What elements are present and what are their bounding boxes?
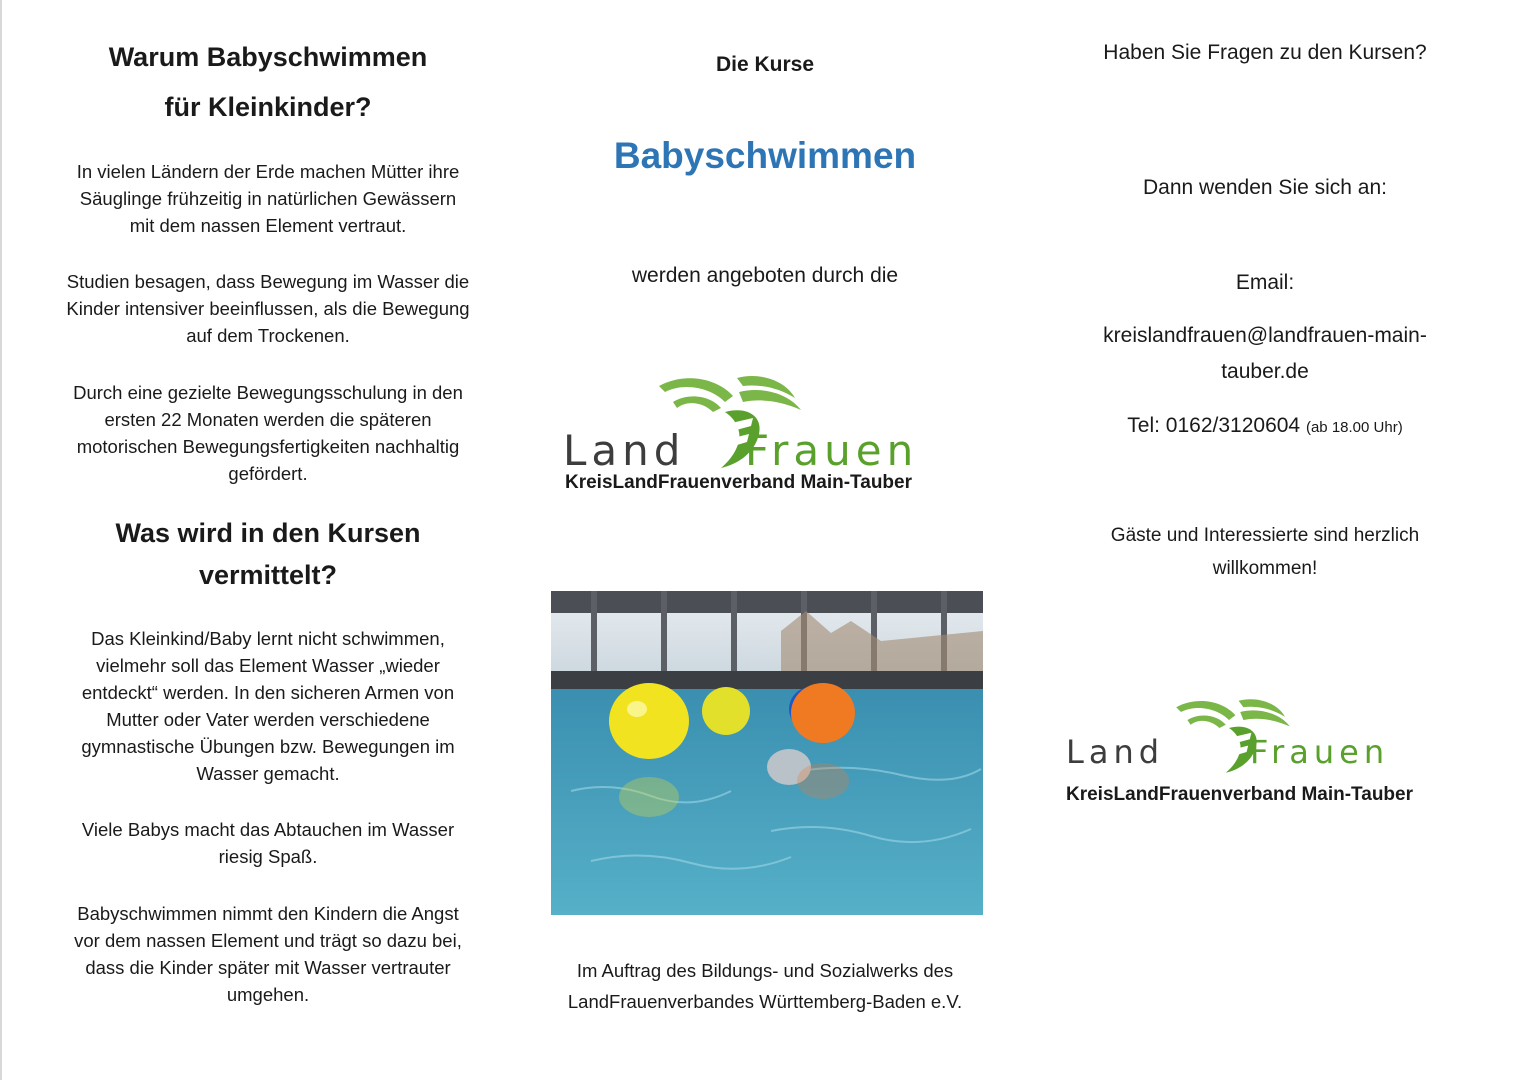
pool-balloons-photo <box>551 591 983 915</box>
paragraph-line: ersten 22 Monaten werden die späteren <box>104 409 432 430</box>
logo-word-land: Land <box>1066 733 1165 771</box>
email-line1: kreislandfrauen@landfrauen-main- <box>1103 324 1427 347</box>
phone-line <box>1050 410 1480 444</box>
paragraph-line: Kinder intensiver beeinflussen, als die Bewegung <box>66 298 470 319</box>
footer-line2: LandFrauenverbandes Württemberg-Baden e.V. <box>567 991 963 1012</box>
paragraph-element-water <box>40 625 496 787</box>
paragraph-countries <box>40 158 496 239</box>
welcome-line2: willkommen! <box>1212 558 1318 579</box>
landfrauen-logo-right <box>1066 696 1466 811</box>
heading-why <box>40 32 496 132</box>
heading-what-line2: vermittelt? <box>198 560 338 590</box>
heading-what-line1: Was wird in den Kursen <box>115 518 421 548</box>
paragraph-line: umgehen. <box>226 984 310 1005</box>
offered-by-text: werden angeboten durch die <box>631 264 899 287</box>
paragraph-line: gymnastische Übungen bzw. Bewegungen im <box>81 736 455 757</box>
paragraph-line: Studien besagen, dass Bewegung im Wasser die <box>66 271 470 292</box>
phone-number: Tel: 0162/3120604 <box>1127 414 1301 437</box>
paragraph-studies <box>40 268 496 349</box>
paragraph-training <box>40 379 496 487</box>
phone-hours-note: (ab 18.00 Uhr) <box>1305 419 1403 436</box>
paragraph-line: In vielen Ländern der Erde machen Mütter ihre <box>76 161 460 182</box>
paragraph-line: vor dem nassen Element und trägt so dazu bei, <box>74 930 462 951</box>
paragraph-line: vielmehr soll das Element Wasser „wieder <box>96 655 440 676</box>
paragraph-line: Babyschwimmen nimmt den Kindern die Angst <box>77 903 459 924</box>
question-heading: Haben Sie Fragen zu den Kursen? <box>1103 41 1427 64</box>
paragraph-diving <box>40 816 496 870</box>
email-line2: tauber.de <box>1221 360 1309 383</box>
heading-why-line1: Warum Babyschwimmen <box>108 42 428 72</box>
paragraph-line: Viele Babys macht das Abtauchen im Wasser <box>81 819 455 840</box>
email-label: Email: <box>1235 271 1295 294</box>
contact-intro: Dann wenden Sie sich an: <box>1143 176 1387 199</box>
paragraph-fear <box>40 900 496 1008</box>
paragraph-line: auf dem Trockenen. <box>186 325 350 346</box>
paragraph-line: motorischen Bewegungsfertigkeiten nachhaltig <box>76 436 460 457</box>
page-edge-divider <box>0 0 2 1080</box>
logo-word-frauen: Frauen <box>1250 733 1390 771</box>
footer-line1: Im Auftrag des Bildungs- und Sozialwerks des <box>576 960 954 981</box>
paragraph-line: Das Kleinkind/Baby lernt nicht schwimmen, <box>91 628 445 649</box>
paragraph-line: gefördert. <box>228 463 308 484</box>
logo-word-land: Land <box>563 426 686 475</box>
welcome-text <box>1050 519 1480 585</box>
paragraph-line: Durch eine gezielte Bewegungsschulung in den <box>73 382 463 403</box>
kicker-label: Die Kurse <box>715 53 815 76</box>
logo-tagline: KreisLandFrauenverband Main-Tauber <box>565 472 912 493</box>
paragraph-line: riesig Spaß. <box>218 846 318 867</box>
paragraph-line: Wasser gemacht. <box>196 763 340 784</box>
paragraph-line: dass die Kinder später mit Wasser vertrauter <box>85 957 451 978</box>
landfrauen-logo <box>563 372 943 497</box>
paragraph-line: mit dem nassen Element vertraut. <box>129 215 407 236</box>
logo-tagline: KreisLandFrauenverband Main-Tauber <box>1066 784 1413 805</box>
welcome-line1: Gäste und Interessierte sind herzlich <box>1110 525 1420 546</box>
heading-what <box>40 512 496 596</box>
page-title: Babyschwimmen <box>613 135 917 176</box>
paragraph-line: Säuglinge frühzeitig in natürlichen Gewässern <box>79 188 457 209</box>
paragraph-line: Mutter oder Vater werden verschiedene <box>106 709 430 730</box>
paragraph-line: entdeckt“ werden. In den sicheren Armen von <box>81 682 455 703</box>
logo-word-frauen: Frauen <box>745 426 919 475</box>
heading-why-line2: für Kleinkinder? <box>164 92 372 122</box>
